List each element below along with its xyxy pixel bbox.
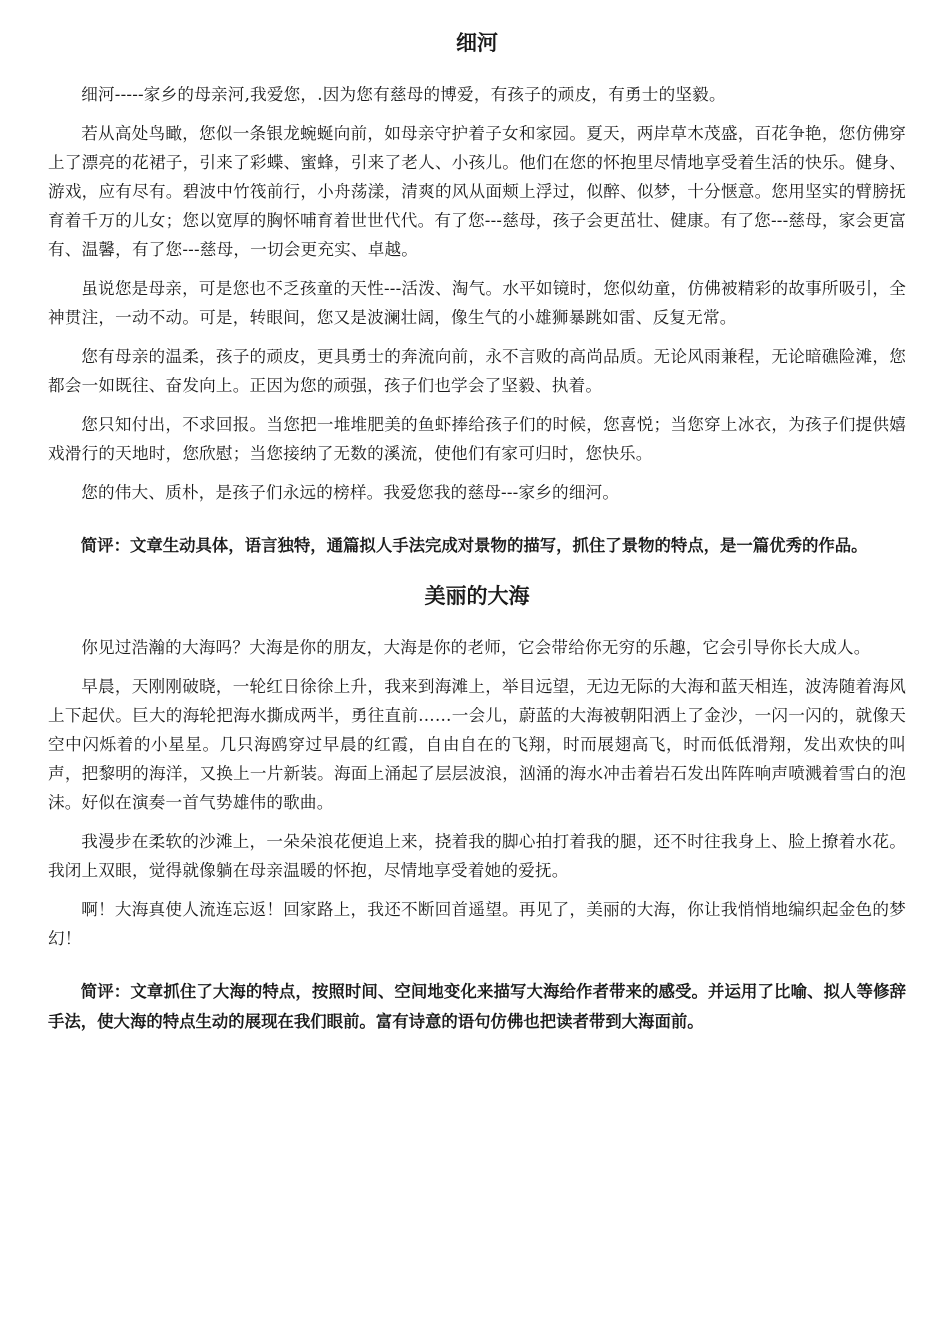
essay-paragraph: 您只知付出，不求回报。当您把一堆堆肥美的鱼虾捧给孩子们的时候，您喜悦；当您穿上冰衣，为孩子们提供嬉戏滑行的天地时，您欣慰；当您接纳了无数的溪流，使他们有家可归时，您快乐。: [48, 415, 906, 463]
essay-paragraph: 您的伟大、质朴，是孩子们永远的榜样。我爱您我的慈母---家乡的细河。: [81, 483, 620, 502]
essay-paragraph: 您有母亲的温柔，孩子的顽皮，更具勇士的奔流向前，永不言败的高尚品质。无论风雨兼程，无论暗礁险滩，您都会一如既往、奋发向上。正因为您的顽强，孩子们也学会了坚毅、执着。: [48, 347, 906, 395]
essay-title: 细河: [456, 31, 498, 55]
essay-paragraph: 若从高处鸟瞰，您似一条银龙蜿蜒向前，如母亲守护着子女和家园。夏天，两岸草木茂盛，百花争艳，您仿佛穿上了漂亮的花裙子，引来了彩蝶、蜜蜂，引来了老人、小孩儿。他们在您的怀抱里尽情地享受着生活的快乐。健身、游戏，应有尽有。碧波中竹筏前行，小舟荡漾，清爽的风从面颊上浮过，似醉、似梦，十分惬意。您用坚实的臂膀抚育着千万的儿女；您以宽厚的胸怀哺育着世世代代。有了您---慈母，孩子会更茁壮、健康。有了您---慈母，家会更富有、温馨，有了您---慈母，一切会更充实、卓越。: [48, 124, 906, 259]
essay-paragraph: 啊！大海真使人流连忘返！回家路上，我还不断回首遥望。再见了，美丽的大海，你让我悄悄地编织起金色的梦幻！: [48, 900, 906, 948]
essay-xihe: [48, 28, 906, 561]
essay-beautiful-sea: [48, 581, 906, 1037]
essay-paragraph: 你见过浩瀚的大海吗？大海是你的朋友，大海是你的老师，它会带给你无穷的乐趣，它会引导你长大成人。: [81, 638, 871, 657]
essay-paragraph: 早晨，天刚刚破晓，一轮红日徐徐上升，我来到海滩上，举目远望，无边无际的大海和蓝天相连，波涛随着海风上下起伏。巨大的海轮把海水撕成两半，勇往直前……一会儿，蔚蓝的大海被朝阳洒上了金沙，一闪一闪的，就像天空中闪烁着的小星星。几只海鸥穿过早晨的红霞，自由自在的飞翔，时而展翅高飞，时而低低滑翔，发出欢快的叫声，把黎明的海洋，又换上一片新装。海面上涌起了层层波浪，汹涌的海水冲击着岩石发出阵阵响声喷溅着雪白的泡沫。好似在演奏一首气势雄伟的歌曲。: [48, 677, 906, 812]
essay-paragraph: 细河-----家乡的母亲河,我爱您，.因为您有慈母的博爱，有孩子的顽皮，有勇士的坚毅。: [81, 85, 726, 104]
document-page: [48, 28, 906, 1037]
essay-review: 简评：文章生动具体，语言独特，通篇拟人手法完成对景物的描写，抓住了景物的特点，是一篇优秀的作品。: [80, 536, 868, 555]
essay-title: 美丽的大海: [424, 584, 530, 608]
essay-review: 简评：文章抓住了大海的特点，按照时间、空间地变化来描写大海给作者带来的感受。并运用了比喻、拟人等修辞手法，使大海的特点生动的展现在我们眼前。富有诗意的语句仿佛也把读者带到大海面前。: [48, 982, 906, 1031]
essay-paragraph: 虽说您是母亲，可是您也不乏孩童的天性---活泼、淘气。水平如镜时，您似幼童，仿佛被精彩的故事所吸引，全神贯注，一动不动。可是，转眼间，您又是波澜壮阔，像生气的小雄狮暴跳如雷、反复无常。: [48, 279, 906, 327]
essay-paragraph: 我漫步在柔软的沙滩上，一朵朵浪花便追上来，挠着我的脚心拍打着我的腿，还不时往我身上、脸上撩着水花。我闭上双眼，觉得就像躺在母亲温暖的怀抱，尽情地享受着她的爱抚。: [48, 832, 906, 880]
